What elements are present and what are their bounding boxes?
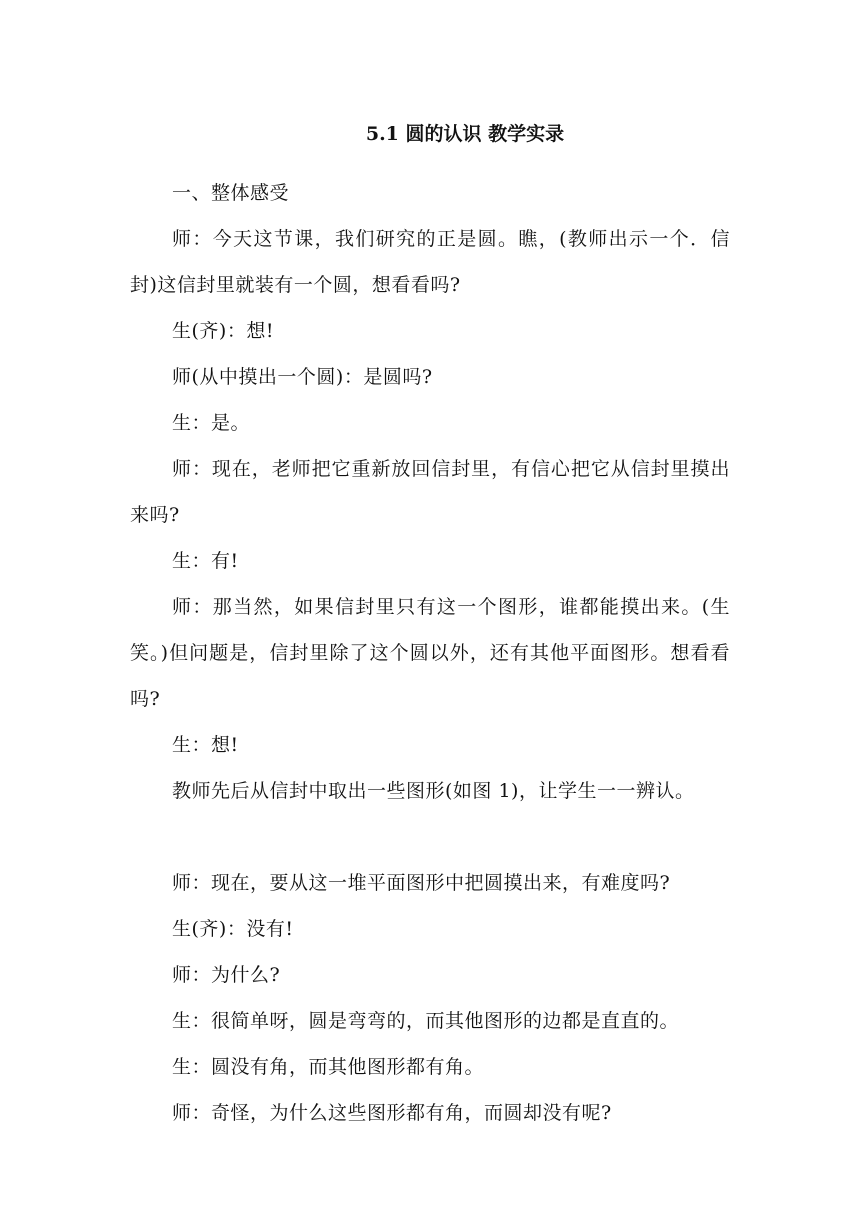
dialogue-paragraph: 生：有! xyxy=(172,550,239,572)
dialogue-paragraph: 师：为什么? xyxy=(172,964,281,986)
section-heading: 一、整体感受 xyxy=(172,182,290,204)
dialogue-paragraph: 师(从中摸出一个圆)：是圆吗? xyxy=(172,366,433,388)
dialogue-paragraph: 师：奇怪，为什么这些图形都有角，而圆却没有呢? xyxy=(172,1102,612,1124)
dialogue-paragraph: 师：现在，老师把它重新放回信封里，有信心把它从信封里摸出来吗? xyxy=(130,458,730,526)
dialogue-paragraph: 生：很简单呀，圆是弯弯的，而其他图形的边都是直直的。 xyxy=(172,1010,680,1032)
dialogue-paragraph: 生：是。 xyxy=(172,412,251,434)
dialogue-paragraph: 师：今天这节课，我们研究的正是圆。瞧，(教师出示一个．信封)这信封里就装有一个圆，想看看吗? xyxy=(130,228,730,296)
dialogue-paragraph: 师：现在，要从这一堆平面图形中把圆摸出来，有难度吗? xyxy=(172,872,671,894)
figure-placeholder-gap xyxy=(130,814,730,860)
document-body xyxy=(130,170,730,1136)
narration-paragraph: 教师先后从信封中取出一些图形(如图 1)，让学生一一辨认。 xyxy=(172,780,695,802)
document-title: 5.1 圆的认识 教学实录 xyxy=(365,123,565,145)
dialogue-paragraph: 生：想! xyxy=(172,734,239,756)
dialogue-paragraph: 生(齐)：想! xyxy=(172,320,274,342)
dialogue-paragraph: 师：那当然，如果信封里只有这一个图形，谁都能摸出来。(生笑。)但问题是，信封里除了这个圆以外，还有其他平面图形。想看看吗? xyxy=(130,596,730,710)
dialogue-paragraph: 生：圆没有角，而其他图形都有角。 xyxy=(172,1056,485,1078)
dialogue-paragraph: 生(齐)：没有! xyxy=(172,918,294,940)
